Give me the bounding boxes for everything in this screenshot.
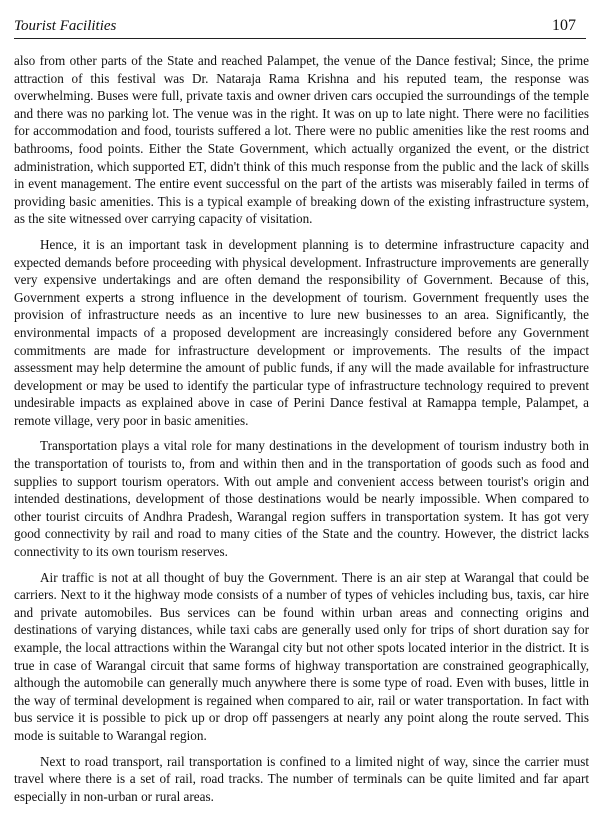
- paragraph-3: Transportation plays a vital role for many destinations in the development of tourism industry both in the transportation of tourists to, from and within then and in the transportation of goods such as food and supplies to support tourism operators. With out ample and convenient access between tourist's origin and intended destinations, development of those destinations would be nearly impossible. When compared to other tourist circuits of Andhra Pradesh, Warangal region suffers in transportation system. It has got very good connectivity by rail and road to many cities of the State and the country. However, the district lacks connectivity to its own tourism reserves.: [14, 438, 589, 560]
- paragraph-1: also from other parts of the State and reached Palampet, the venue of the Dance festival; Since, the prime attraction of this festival was Dr. Nataraja Rama Krishna and his reputed team, the response was overwhelming. Buses were full, private taxis and owner driven cars occupied the surroundings of the temple and there was no parking lot. The venue was in the right. It was on up to late night. There were no facilities for accommodation and food, tourists suffered a lot. There were no public amenities like the rest rooms and bathrooms, food points. Either the State Government, which actually organized the event, or the district administration, which supported ET, didn't think of this much response from the public and the lack of skills in event management. The entire event successful on the part of the artists was miserably failed in terms of providing basic amenities. This is a typical example of breaking down of the existing infrastructure system, as the site witnessed over carrying capacity of visitation.: [14, 53, 589, 227]
- page-number: 107: [552, 17, 576, 34]
- body-text: [14, 52, 589, 813]
- paragraph-5: Next to road transport, rail transportation is confined to a limited night of way, since the carrier must travel where there is a set of rail, road tracks. The number of terminals can be quite limited and far apart especially in non-urban or rural areas.: [14, 753, 589, 804]
- paragraph-2: Hence, it is an important task in development planning is to determine infrastructure capacity and expected demands before proceeding with physical development. Infrastructure improvements are generally very expensive undertakings and are often demand the responsibility of Government. Because of this, Government experts a strong influence in the development of tourism. Government frequently uses the provision of infrastructure needs as an incentive to lure new businesses to an area. Significantly, the environmental impacts of a proposed development are increasingly considered before any Government commitments are made for infrastructure development or improvements. The results of the impact assessment may help determine the amount of public funds, if any will the made available for infrastructure development or may be used to identify the particular type of infrastructure technology required to prevent undesirable impacts as explained above in case of Perini Dance festival at Ramappa temple, Palampet, a remote village, very poor in basic amenities.: [14, 236, 589, 428]
- running-head: Tourist Facilities: [14, 18, 117, 34]
- paragraph-4: Air traffic is not at all thought of buy the Government. There is an air step at Warangal that could be carriers. Next to it the highway mode consists of a number of types of vehicles including bus, taxis, car hire and private automobiles. Bus services can be found within urban areas and connecting origins and destinations of varying distances, while taxi cabs are generally used only for trips of short duration say for example, the local attractions within the Warangal city but not other spots located interior in the district. It is true in case of Warangal circuit that same forms of highway transportation are constrained geographically, although the automobile can generally much anywhere there is some type of road. Even with buses, little in the way of terminal development is regained when compared to air, rail or water transportation. In fact with bus service it is possible to pick up or drop off passengers at nearly any point along the route served. This mode is suitable to Warangal region.: [14, 569, 589, 743]
- page-header: [14, 16, 586, 39]
